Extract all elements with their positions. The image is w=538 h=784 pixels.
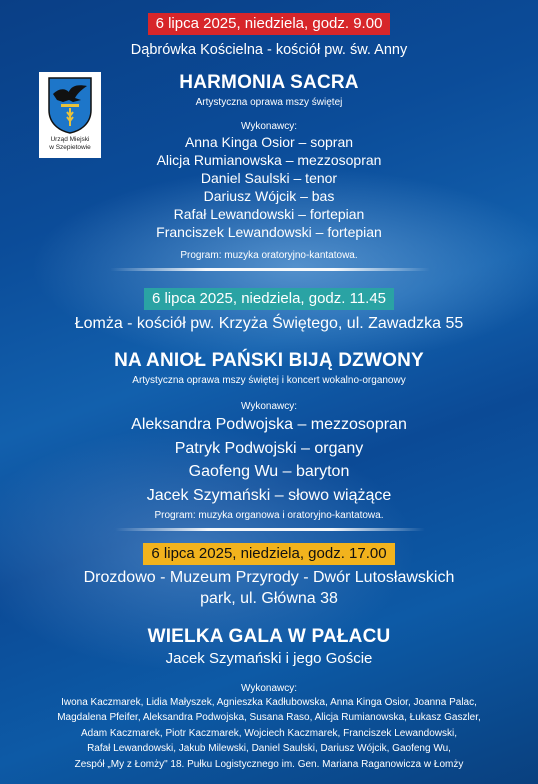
event1-venue: Dąbrówka Kościelna - kościół pw. św. Anny: [130, 42, 408, 58]
performer-line: Daniel Saulski – tenor: [200, 170, 338, 186]
divider: [110, 268, 430, 271]
event2-subtitle: Artystyczna oprawa mszy świętej i koncert wokalno-organowy: [132, 375, 406, 386]
performer-line: Rafał Lewandowski – fortepian: [173, 206, 365, 222]
event3-title: WIELKA GALA W PAŁACU: [147, 626, 391, 647]
crest-caption-line2: w Szepietowie: [49, 144, 91, 151]
performer-line: Alicja Rumianowska – mezzosopran: [156, 152, 382, 168]
crest-caption-line1: Urząd Miejski: [50, 136, 90, 143]
performer-line: Jacek Szymański – słowo wiążące: [146, 486, 392, 504]
event1-subtitle: Artystyczna oprawa mszy świętej: [195, 97, 343, 108]
event2-date-badge: 6 lipca 2025, niedziela, godz. 11.45: [144, 288, 394, 310]
performer-line: Aleksandra Podwojska – mezzosopran: [131, 416, 407, 433]
event2-title: NA ANIOŁ PAŃSKI BIJĄ DZWONY: [114, 350, 424, 371]
performer-line: Dariusz Wójcik – bas: [203, 188, 335, 204]
event3-performers: [0, 695, 538, 772]
performer-names-line: Magdalena Pfeifer, Aleksandra Podwojska, Susana Raso, Alicja Rumianowska, Łukasz Gaszler,: [57, 712, 481, 724]
event1-performers: [0, 133, 538, 241]
event2-performers: [0, 413, 538, 507]
event3-date-row: [0, 543, 538, 565]
event3-date-badge: 6 lipca 2025, niedziela, godz. 17.00: [143, 543, 394, 565]
event3-performers-label: Wykonawcy:: [240, 683, 298, 694]
event1-title: HARMONIA SACRA: [179, 72, 359, 93]
event1-date-row: [0, 13, 538, 35]
divider: [115, 528, 425, 531]
event2-date-row: [0, 288, 538, 310]
performer-line: Anna Kinga Osior – sopran: [184, 134, 354, 150]
performer-names-line: Adam Kaczmarek, Piotr Kaczmarek, Wojciech Kaczmarek, Franciszek Lewandowski,: [80, 727, 458, 739]
performer-names-line: Zespół „My z Łomży" 18. Pułku Logistycznego im. Gen. Mariana Raganowicza w Łomży: [74, 758, 464, 770]
event2-performers-label: Wykonawcy:: [240, 401, 298, 412]
event3-subtitle: Jacek Szymański i jego Goście: [165, 650, 373, 667]
performer-line: Patryk Podwojski – organy: [174, 439, 364, 457]
event3-venue-line2: park, ul. Główna 38: [200, 590, 338, 607]
performer-names-line: Rafał Lewandowski, Jakub Milewski, Daniel Saulski, Dariusz Wójcik, Gaofeng Wu,: [87, 743, 451, 755]
event1-performers-label: Wykonawcy:: [240, 121, 298, 132]
event2-venue: Łomża - kościół pw. Krzyża Świętego, ul. Zawadzka 55: [74, 315, 464, 332]
event3-venue-line1: Drozdowo - Muzeum Przyrody - Dwór Lutosławskich: [83, 569, 455, 586]
performer-line: Gaofeng Wu – baryton: [188, 463, 350, 480]
event1-date-badge: 6 lipca 2025, niedziela, godz. 9.00: [148, 13, 391, 35]
performer-names-line: Iwona Kaczmarek, Lidia Małyszek, Agnieszka Kadłubowska, Anna Kinga Osior, Joanna Palac,: [61, 697, 477, 708]
performer-line: Franciszek Lewandowski – fortepian: [156, 224, 382, 240]
event2-program: Program: muzyka organowa i oratoryjno-kantatowa.: [154, 510, 384, 521]
event1-program: Program: muzyka oratoryjno-kantatowa.: [180, 250, 358, 261]
